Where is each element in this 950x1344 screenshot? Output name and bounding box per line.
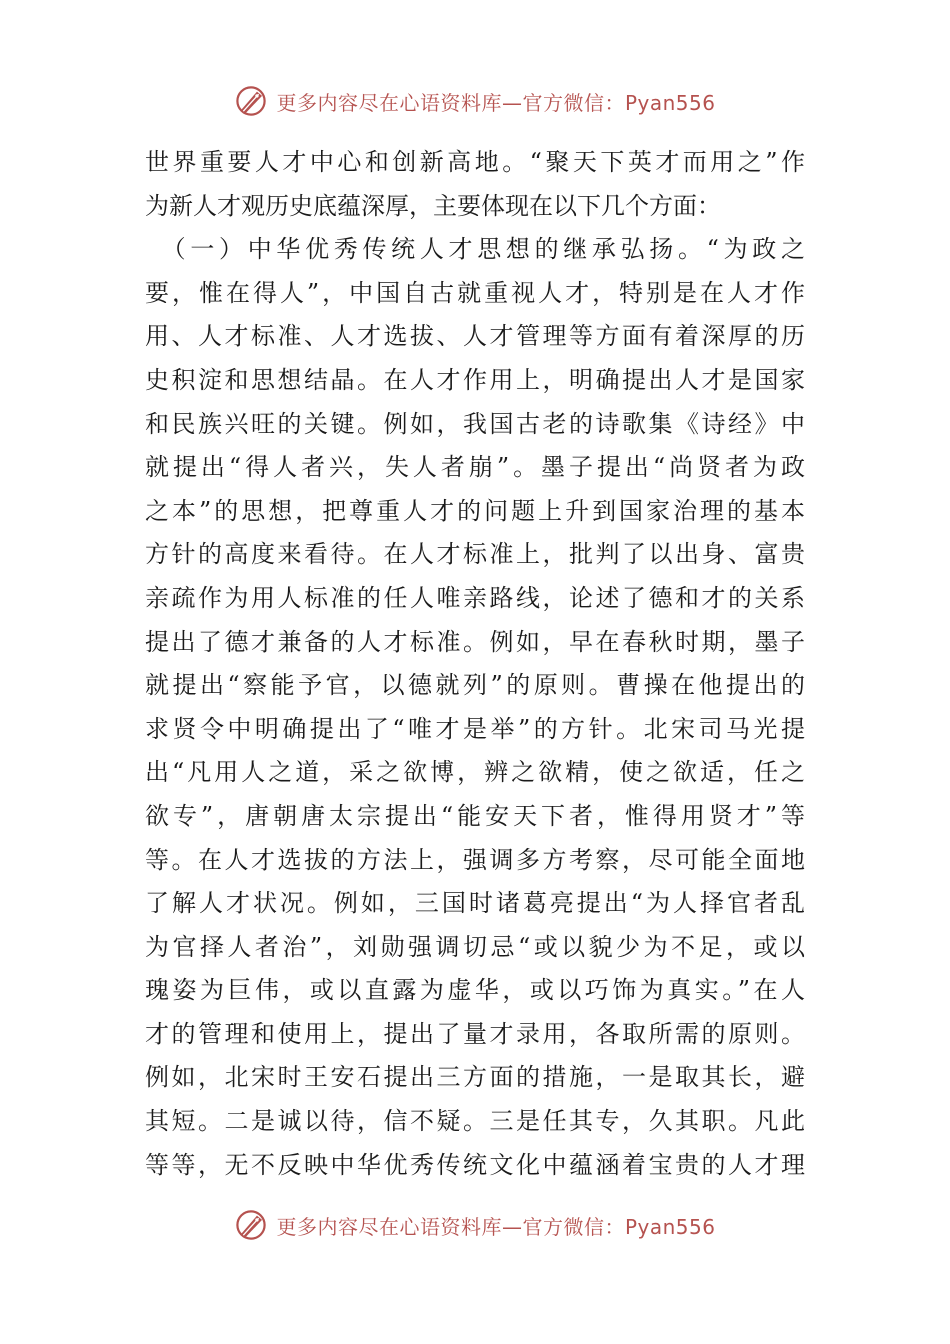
text-line: 了解人才状况。例如，三国时诸葛亮提出“为人择官者乱 <box>145 889 805 918</box>
text-line: 其短。二是诚以待，信不疑。三是任其专，久其职。凡此 <box>145 1107 805 1136</box>
text-line: 就提出“得人者兴，失人者崩”。墨子提出“尚贤者为政 <box>145 453 805 482</box>
text-line: 例如，北宋时王安石提出三方面的措施，一是取其长，避 <box>145 1063 805 1092</box>
header-watermark <box>0 84 950 118</box>
document-body <box>145 141 805 1187</box>
text-line: 和民族兴旺的关键。例如，我国古老的诗歌集《诗经》中 <box>145 409 805 438</box>
text-line: 求贤令中明确提出了“唯才是举”的方针。北宋司马光提 <box>145 714 805 743</box>
text-line: 为新人才观历史底蕴深厚，主要体现在以下几个方面： <box>145 191 721 220</box>
text-line: 之本”的思想，把尊重人才的问题上升到国家治理的基本 <box>145 496 805 525</box>
text-line: 等等，无不反映中华优秀传统文化中蕴涵着宝贵的人才理 <box>145 1150 805 1179</box>
text-line: （一）中华优秀传统人才思想的继承弘扬。“为政之 <box>145 235 805 264</box>
text-line: 世界重要人才中心和创新高地。“聚天下英才而用之”作 <box>145 148 805 176</box>
watermark-text: 更多内容尽在心语资料库—官方微信：Pyan556 <box>276 90 716 115</box>
footer-watermark <box>0 1208 950 1242</box>
text-line: 史积淀和思想结晶。在人才作用上，明确提出人才是国家 <box>145 365 805 394</box>
text-line: 提出了德才兼备的人才标准。例如，早在春秋时期，墨子 <box>145 627 805 656</box>
pen-nib-logo-icon <box>234 84 268 118</box>
text-line: 为官择人者治”，刘勋强调切忌“或以貌少为不足，或以 <box>145 932 805 961</box>
text-line: 才的管理和使用上，提出了量才录用，各取所需的原则。 <box>145 1019 805 1048</box>
text-line: 等。在人才选拔的方法上，强调多方考察，尽可能全面地 <box>145 845 805 874</box>
text-line: 亲疏作为用人标准的任人唯亲路线，论述了德和才的关系 <box>145 583 805 612</box>
text-line: 瑰姿为巨伟，或以直露为虚华，或以巧饰为真实。”在人 <box>145 976 805 1005</box>
pen-nib-logo-icon <box>234 1208 268 1242</box>
text-line: 要，惟在得人”，中国自古就重视人才，特别是在人才作 <box>145 278 805 307</box>
text-line: 出“凡用人之道，采之欲博，辨之欲精，使之欲适，任之 <box>145 758 805 787</box>
watermark-text: 更多内容尽在心语资料库—官方微信：Pyan556 <box>276 1214 716 1239</box>
text-line: 就提出“察能予官，以德就列”的原则。曹操在他提出的 <box>145 671 805 700</box>
text-line: 用、人才标准、人才选拔、人才管理等方面有着深厚的历 <box>145 322 805 351</box>
text-line: 欲专”，唐朝唐太宗提出“能安天下者，惟得用贤才”等 <box>145 801 805 830</box>
text-line: 方针的高度来看待。在人才标准上，批判了以出身、富贵 <box>145 540 805 569</box>
